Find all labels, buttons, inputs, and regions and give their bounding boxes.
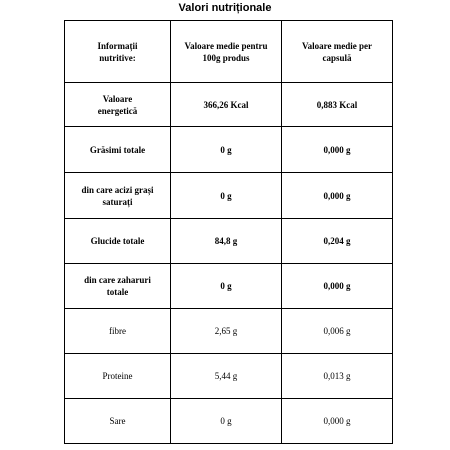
row-value-per-100g: 84,8 g bbox=[171, 219, 282, 264]
table-row-energy bbox=[65, 83, 393, 127]
row-value-per-100g: 2,65 g bbox=[171, 309, 282, 354]
row-label: Valoare energetică bbox=[65, 83, 171, 127]
header-per-100g: Valoare medie pentru 100g produs bbox=[171, 21, 282, 83]
table-row-fat bbox=[65, 127, 393, 173]
row-value-per-capsule: 0,000 g bbox=[282, 173, 393, 219]
row-value-per-capsule: 0,000 g bbox=[282, 399, 393, 444]
row-label: Sare bbox=[65, 399, 171, 444]
row-value-per-capsule: 0,013 g bbox=[282, 354, 393, 399]
row-value-per-capsule: 0,000 g bbox=[282, 127, 393, 173]
table-row-protein bbox=[65, 354, 393, 399]
row-value-per-100g: 0 g bbox=[171, 173, 282, 219]
row-value-per-100g: 0 g bbox=[171, 399, 282, 444]
table-row-fibre bbox=[65, 309, 393, 354]
nutrition-table bbox=[64, 20, 393, 444]
row-label: Glucide totale bbox=[65, 219, 171, 264]
header-per-capsule: Valoare medie per capsulă bbox=[282, 21, 393, 83]
row-value-per-100g: 5,44 g bbox=[171, 354, 282, 399]
row-value-per-100g: 0 g bbox=[171, 127, 282, 173]
table-row-sugars bbox=[65, 264, 393, 309]
row-value-per-capsule: 0,006 g bbox=[282, 309, 393, 354]
row-label: din care acizi grași saturați bbox=[65, 173, 171, 219]
row-value-per-capsule: 0,000 g bbox=[282, 264, 393, 309]
row-value-per-100g: 0 g bbox=[171, 264, 282, 309]
table-row-carbohydrates bbox=[65, 219, 393, 264]
row-label: fibre bbox=[65, 309, 171, 354]
table-header-row bbox=[65, 21, 393, 83]
row-value-per-capsule: 0,883 Kcal bbox=[282, 83, 393, 127]
table-row-salt bbox=[65, 399, 393, 444]
row-value-per-100g: 366,26 Kcal bbox=[171, 83, 282, 127]
row-label: din care zaharuri totale bbox=[65, 264, 171, 309]
header-nutrition-info: Informații nutritive: bbox=[65, 21, 171, 83]
page-title: Valori nutriționale bbox=[178, 2, 272, 14]
row-value-per-capsule: 0,204 g bbox=[282, 219, 393, 264]
row-label: Grăsimi totale bbox=[65, 127, 171, 173]
row-label: Proteine bbox=[65, 354, 171, 399]
table-row-saturated-fat bbox=[65, 173, 393, 219]
